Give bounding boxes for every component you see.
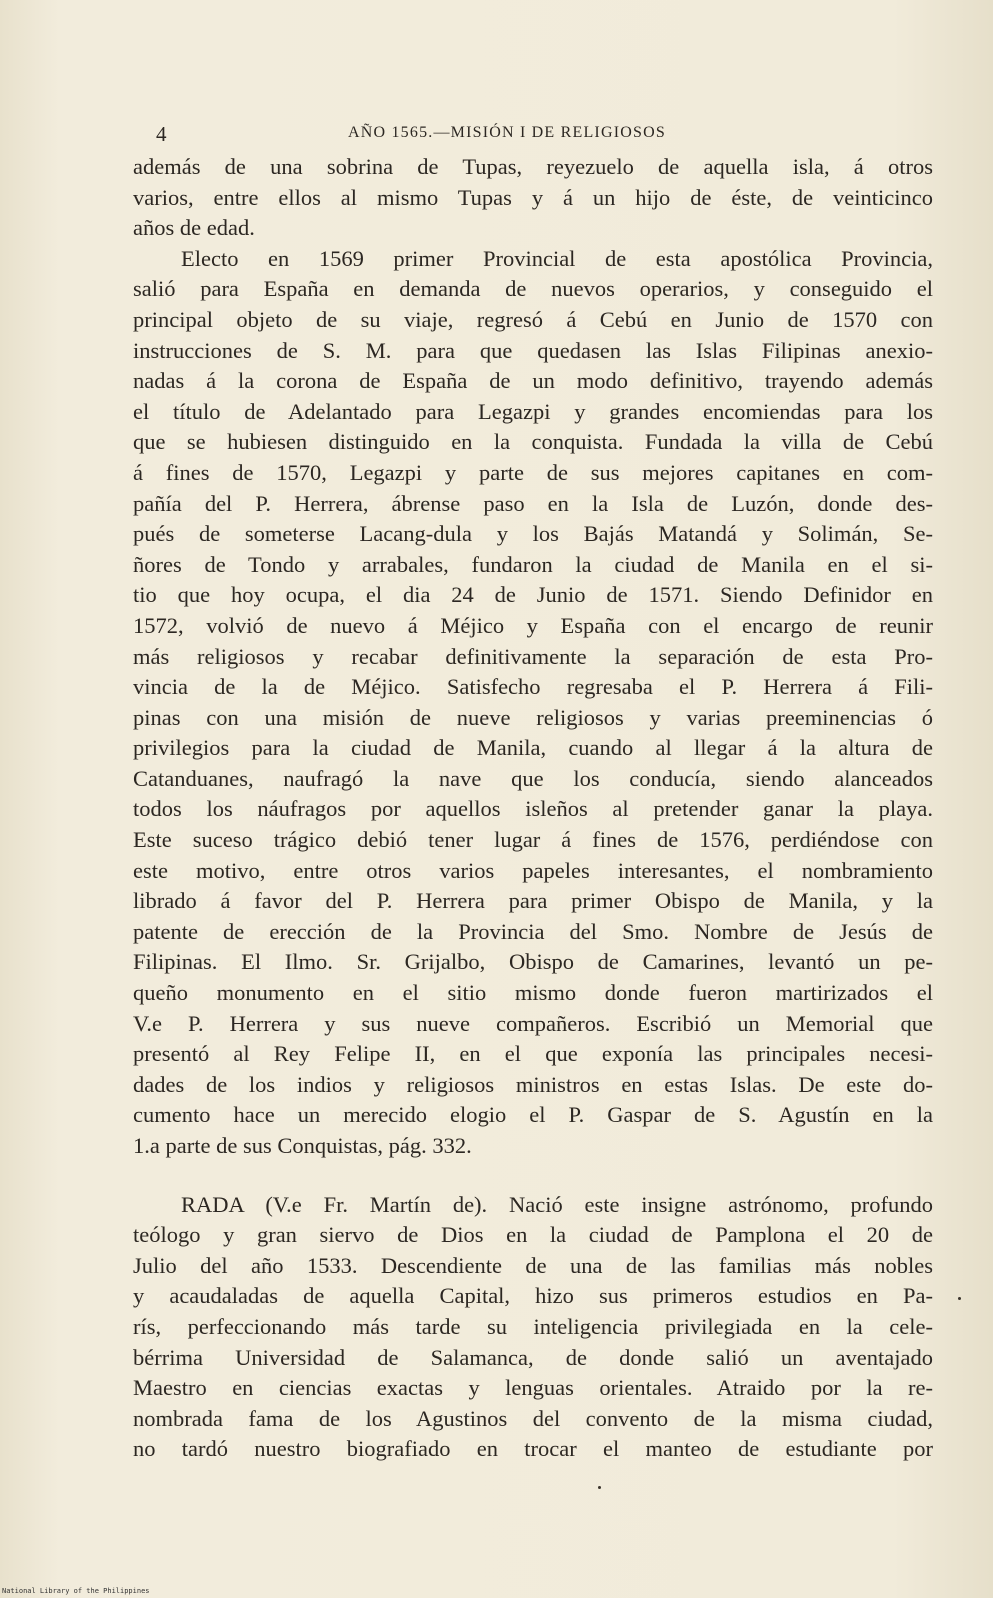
text-line: salió para España en demanda de nuevos operarios, y conseguido el <box>133 276 933 302</box>
text-line: Maestro en ciencias exactas y lenguas orientales. Atraido por la re- <box>133 1375 933 1401</box>
text-line: no tardó nuestro biografiado en trocar el manteo de estudiante por <box>133 1436 933 1462</box>
text-line: á fines de 1570, Legazpi y parte de sus mejores capitanes en com- <box>133 459 933 485</box>
text-line: cumento hace un merecido elogio el P. Gaspar de S. Agustín en la <box>133 1102 933 1128</box>
text-line: presentó al Rey Felipe II, en el que exponía las principales necesi- <box>133 1041 933 1067</box>
text-line: este motivo, entre otros varios papeles interesantes, el nombramiento <box>133 857 933 883</box>
text-line: 1572, volvió de nuevo á Méjico y España con el encargo de reunir <box>133 612 933 638</box>
ink-speck <box>958 1297 961 1300</box>
text-line: nadas á la corona de España de un modo definitivo, trayendo además <box>133 368 933 394</box>
text-line: privilegios para la ciudad de Manila, cuando al llegar á la altura de <box>133 735 933 761</box>
paragraph-gap <box>133 1162 933 1190</box>
running-head: AÑO 1565.—MISIÓN I DE RELIGIOSOS <box>348 124 666 141</box>
text-line: Este suceso trágico debió tener lugar á fines de 1576, perdiéndose con <box>133 827 933 853</box>
text-line: el título de Adelantado para Legazpi y grandes encomiendas para los <box>133 398 933 424</box>
text-line: ñores de Tondo y arrabales, fundaron la ciudad de Manila en el si- <box>133 551 933 577</box>
text-line: bérrima Universidad de Salamanca, de donde salió un aventajado <box>133 1344 933 1370</box>
text-line: varios, entre ellos al mismo Tupas y á un hijo de éste, de veinticinco <box>133 184 933 210</box>
text-line: Electo en 1569 primer Provincial de esta apostólica Provincia, <box>181 245 933 271</box>
text-line: más religiosos y recabar definitivamente la separación de esta Pro- <box>133 643 933 669</box>
text-line: queño monumento en el sitio mismo donde fueron martirizados el <box>133 980 933 1006</box>
text-line: RADA (V.e Fr. Martín de). Nació este insigne astrónomo, profundo <box>181 1191 933 1217</box>
page-header <box>150 118 940 148</box>
text-line: 1.a parte de sus Conquistas, pág. 332. <box>133 1133 472 1158</box>
body-text <box>133 152 933 1465</box>
text-line: nombrada fama de los Agustinos del convento de la misma ciudad, <box>133 1405 933 1431</box>
text-line: tio que hoy ocupa, el dia 24 de Junio de 1571. Siendo Definidor en <box>133 582 933 608</box>
library-credit: National Library of the Philippines <box>2 1587 150 1595</box>
text-line: Catanduanes, naufragó la nave que los conducía, siendo alanceados <box>133 765 933 791</box>
text-line: años de edad. <box>133 215 255 241</box>
ink-speck <box>598 1486 601 1489</box>
text-line: vincia de la de Méjico. Satisfecho regresaba el P. Herrera á Fili- <box>133 674 933 700</box>
text-line: dades de los indios y religiosos ministros en estas Islas. De este do- <box>133 1071 933 1097</box>
text-line: instrucciones de S. M. para que quedasen las Islas Filipinas anexio- <box>133 337 933 363</box>
text-line: que se hubiesen distinguido en la conquista. Fundada la villa de Cebú <box>133 429 933 455</box>
text-line: librado á favor del P. Herrera para primer Obispo de Manila, y la <box>133 888 933 914</box>
text-line: pañía del P. Herrera, ábrense paso en la Isla de Luzón, donde des- <box>133 490 933 516</box>
text-line: principal objeto de su viaje, regresó á Cebú en Junio de 1570 con <box>133 306 933 332</box>
text-line: pués de someterse Lacang-dula y los Bajás Matandá y Solimán, Se- <box>133 521 933 547</box>
text-line: Filipinas. El Ilmo. Sr. Grijalbo, Obispo de Camarines, levantó un pe- <box>133 949 933 975</box>
text-line: teólogo y gran siervo de Dios en la ciudad de Pamplona el 20 de <box>133 1222 933 1248</box>
page-number: 4 <box>156 122 167 146</box>
text-line: todos los náufragos por aquellos isleños al pretender ganar la playa. <box>133 796 933 822</box>
text-line: además de una sobrina de Tupas, reyezuelo de aquella isla, á otros <box>133 154 933 179</box>
text-line: V.e P. Herrera y sus nueve compañeros. Escribió un Memorial que <box>133 1010 933 1036</box>
text-line: patente de erección de la Provincia del Smo. Nombre de Jesús de <box>133 918 933 944</box>
text-line: Julio del año 1533. Descendiente de una de las familias más nobles <box>133 1252 933 1278</box>
text-line: y acaudaladas de aquella Capital, hizo sus primeros estudios en Pa- <box>133 1283 933 1309</box>
text-line: rís, perfeccionando más tarde su inteligencia privilegiada en la cele- <box>133 1313 933 1339</box>
text-line: pinas con una misión de nueve religiosos y varias preeminencias ó <box>133 704 933 730</box>
